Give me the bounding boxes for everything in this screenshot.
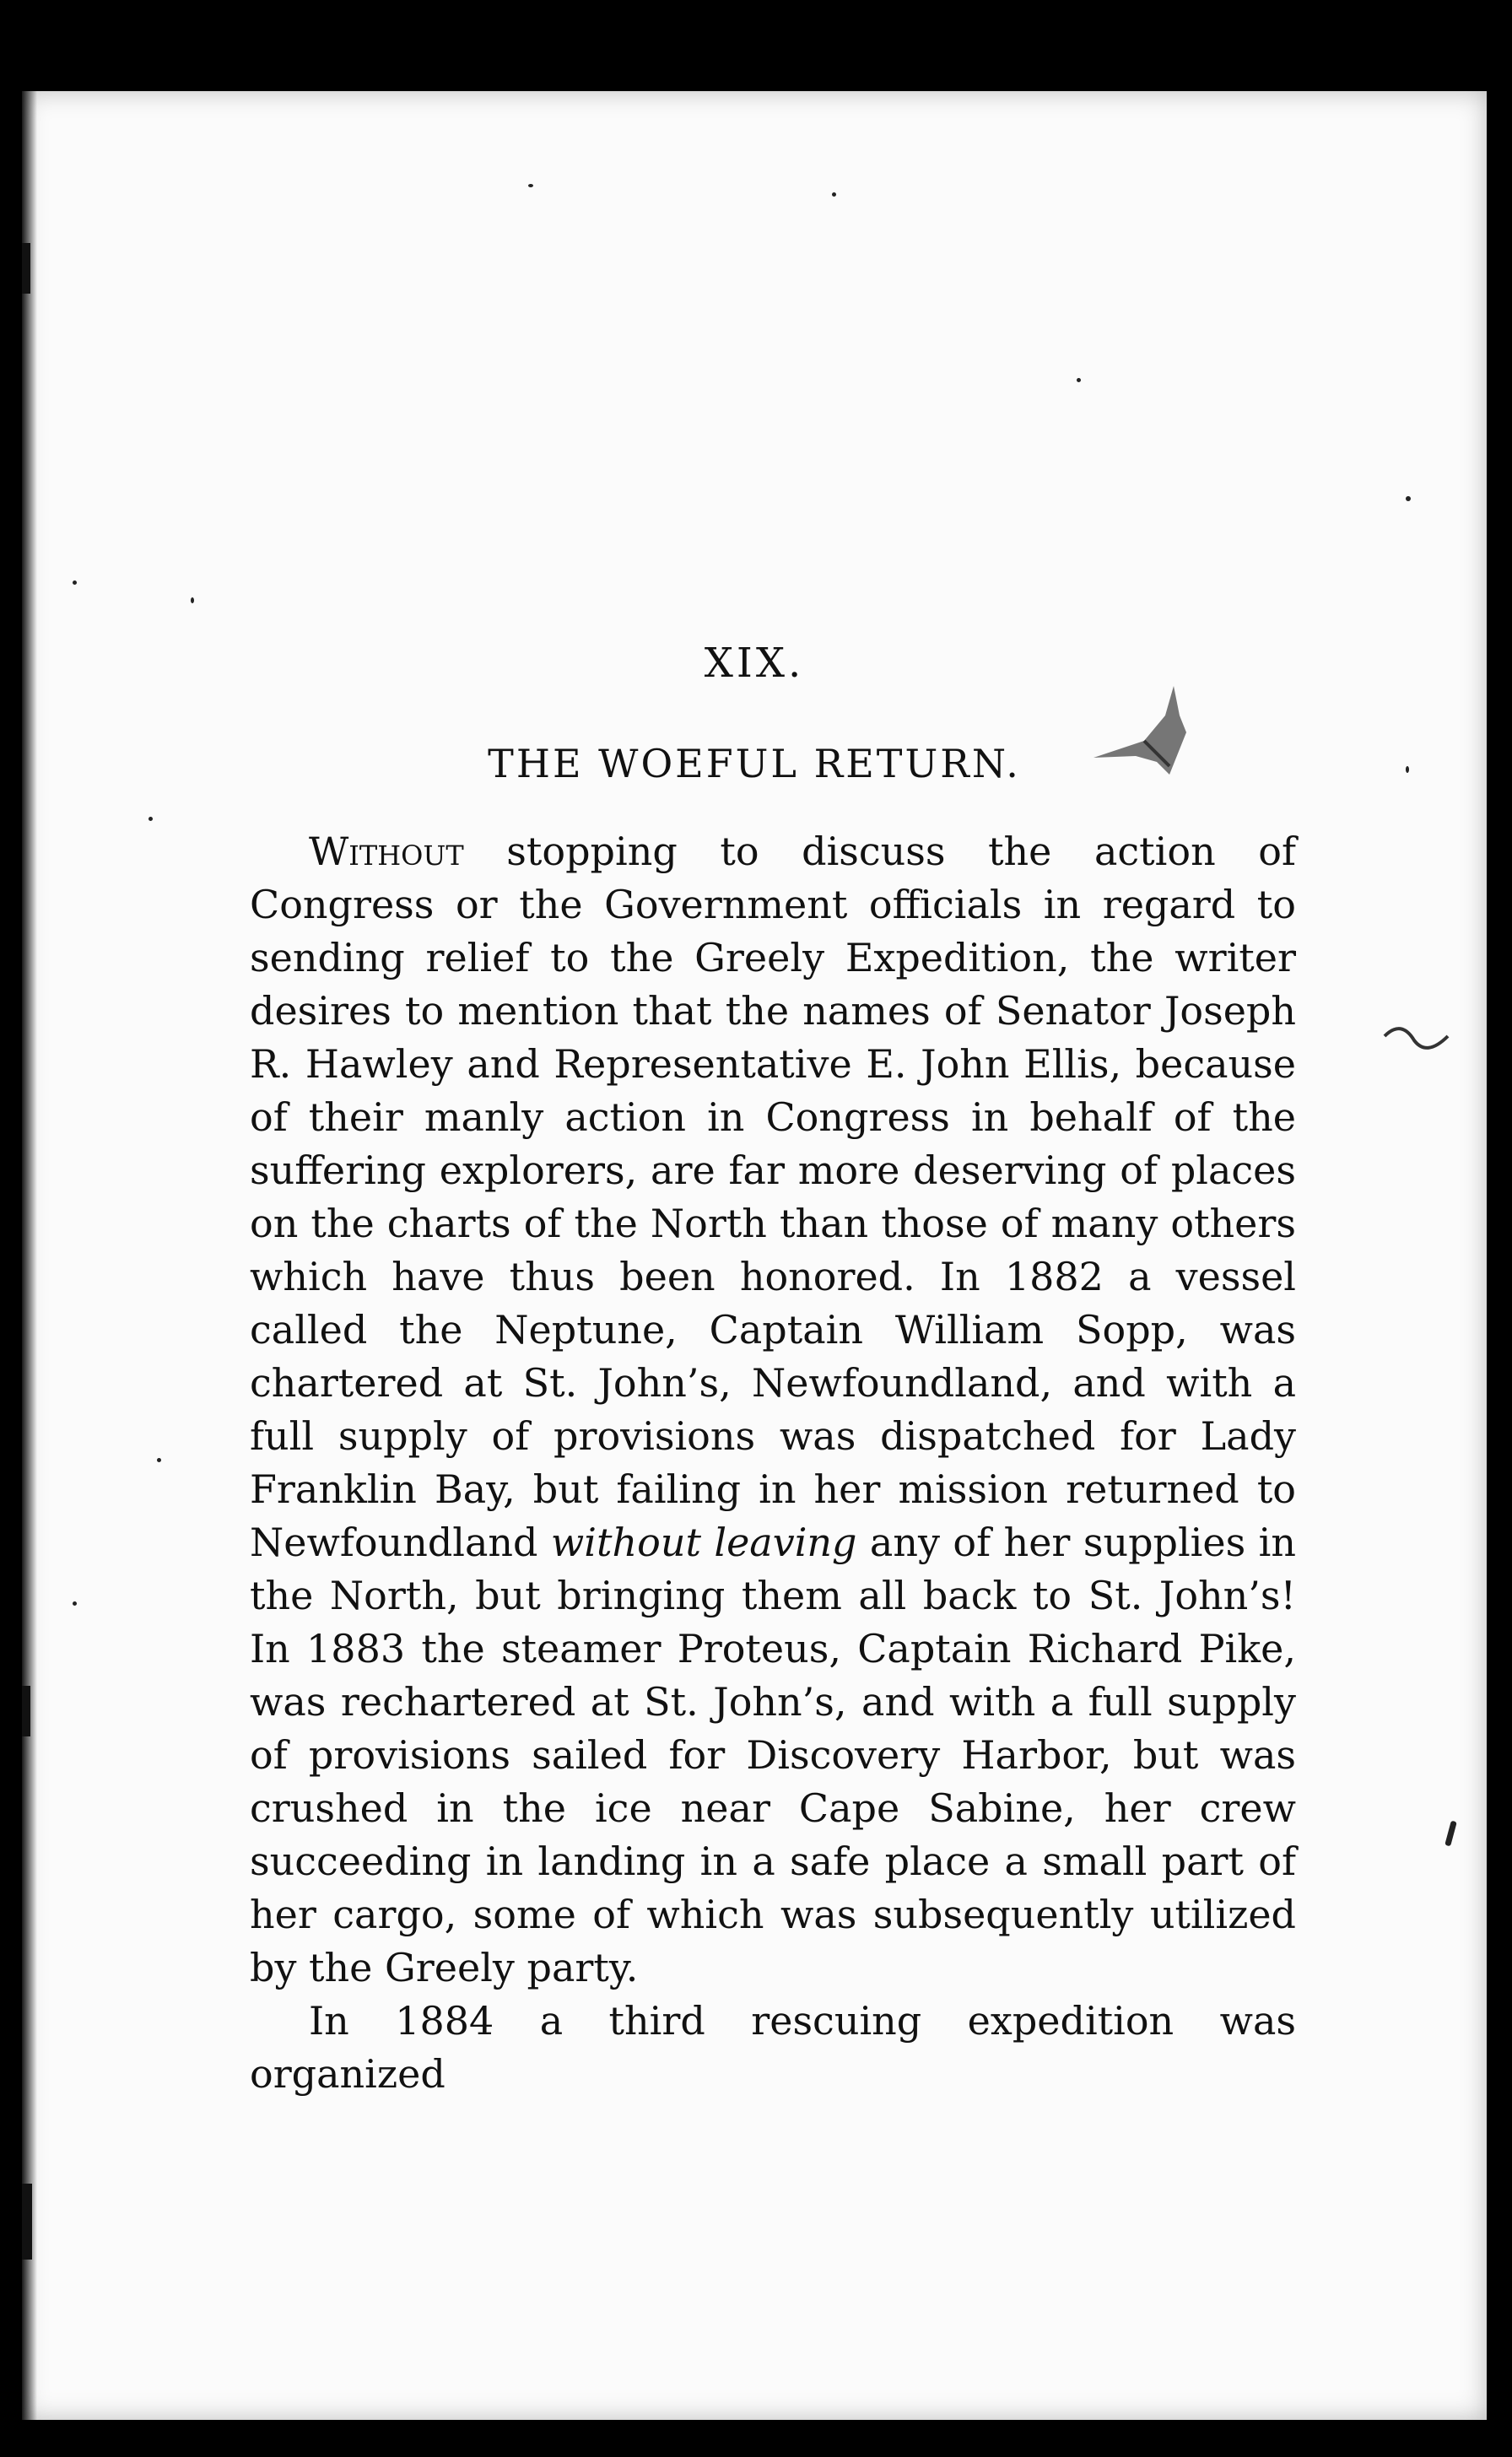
scan-speck xyxy=(157,1458,161,1462)
scan-speck xyxy=(191,597,194,603)
chapter-number: XIX. xyxy=(704,640,805,687)
body-text xyxy=(250,825,1296,2101)
scan-speck xyxy=(1444,1821,1457,1847)
binding-mark xyxy=(22,2184,32,2260)
scan-speck xyxy=(528,184,533,187)
scan-speck xyxy=(148,817,153,821)
paragraph xyxy=(250,825,1296,1995)
paragraph: In 1884 a third rescuing expedition was organized xyxy=(250,1998,1296,2097)
scan-speck xyxy=(73,1601,77,1606)
binding-mark xyxy=(22,243,30,294)
scan-speck xyxy=(1077,378,1081,382)
margin-squiggle xyxy=(1380,1011,1456,1061)
chapter-title: THE WOEFUL RETURN. xyxy=(488,741,1021,786)
book-page xyxy=(22,91,1487,2420)
scan-speck xyxy=(832,192,836,197)
scan-speck xyxy=(1406,496,1411,501)
lead-word: Without xyxy=(309,829,464,874)
binding-mark xyxy=(22,1686,30,1736)
scan-speck xyxy=(73,580,77,585)
paragraph-text: any of her supplies in the North, but bringing them all back to St. John’s! In 1883 the steamer Proteus, Captain Richard Pike, was rechartered at St. John’s, and with a full supply of provisions sailed for Discovery Harbor, but was crushed in the ice near Cape Sabine, her crew succeeding in landing in a safe place a small part of her cargo, some of which was subsequently utilized by the Greely party. xyxy=(250,1520,1296,1990)
italic-emphasis: without leaving xyxy=(550,1520,857,1565)
paragraph-text: stopping to discuss the action of Congress or the Government officials in regard to sending relief to the Greely Expedition, the writer desires to mention that the names of Senator Joseph R. Hawley and Representative E. John Ellis, because of their manly action in Congress in behalf of the suffering explorers, are far more deserving of places on the charts of the North than those of many others which have thus been honored. In 1882 a vessel called the Neptune, Captain William Sopp, was chartered at St. John’s, Newfoundland, and with a full supply of provisions was dispatched for Lady Franklin Bay, but failing in her mission returned to Newfoundland xyxy=(250,829,1296,1565)
